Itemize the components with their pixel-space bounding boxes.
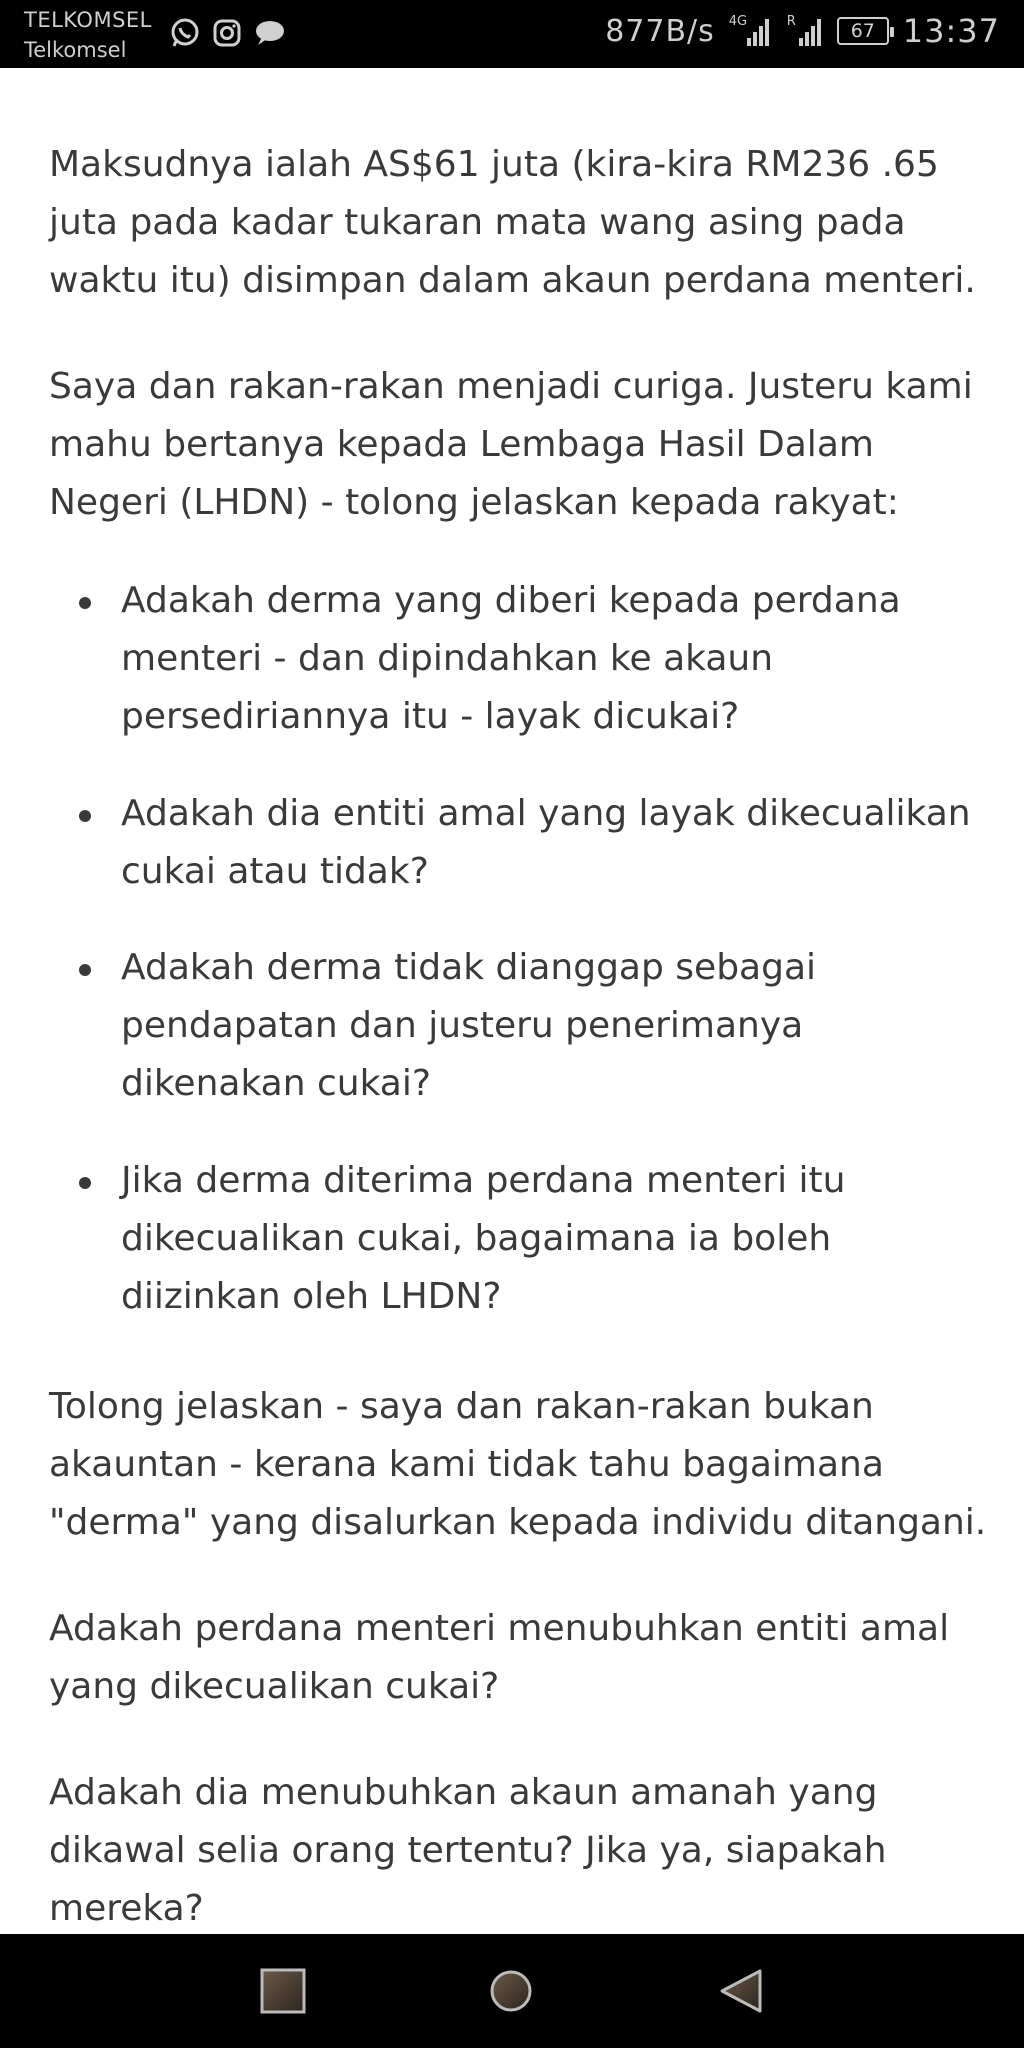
recents-square-icon [259,1967,307,2015]
carrier-name: TELKOMSEL [24,8,152,32]
paragraph: Adakah perdana menteri menubuhkan entiti amal yang dikecualikan cukai? [49,1608,950,1707]
status-right [605,12,1000,50]
bullet-dot [79,810,91,822]
paragraph: Saya dan rakan-rakan menjadi curiga. Justeru kami mahu bertanya kepada Lembaga Hasil Dalam Negeri (LHDN) - tolong jelaskan kepada rakyat: [49,366,973,523]
network-signal-icon [729,14,773,48]
list-item: Adakah dia entiti amal yang layak dikecualikan cukai atau tidak? [121,793,971,892]
back-triangle-icon [716,1966,766,2016]
clock: 13:37 [902,12,1000,50]
paragraph: Adakah dia menubuhkan akaun amanah yang dikawal selia orang tertentu? Jika ya, siapakah mereka? [49,1772,887,1929]
status-bar [0,0,1024,68]
paragraph: Maksudnya ialah AS$61 juta (kira-kira RM236 .65 juta pada kadar tukaran mata wang asing pada waktu itu) disimpan dalam akaun perdana menteri. [49,144,976,301]
net-speed: 877B/s [605,13,715,49]
message-icon [252,16,286,50]
list-item: Adakah derma yang diberi kepada perdana menteri - dan dipindahkan ke akaun persediriannya itu - layak dicukai? [121,580,901,737]
back-button[interactable] [714,1964,768,2018]
carrier-subname: Telkomsel [24,38,127,62]
roaming-signal-icon [787,14,823,48]
article-content[interactable] [0,68,1024,1934]
instagram-icon [210,16,244,50]
navigation-bar [0,1934,1024,2048]
roaming-indicator: R [786,14,796,29]
battery-icon [837,17,889,45]
bullet-dot [79,964,91,976]
battery-level: 67 [850,20,875,42]
recents-button[interactable] [256,1964,310,2018]
list-item: Jika derma diterima perdana menteri itu dikecualikan cukai, bagaimana ia boleh diizinkan oleh LHDN? [121,1160,846,1317]
paragraph: Tolong jelaskan - saya dan rakan-rakan bukan akauntan - kerana kami tidak tahu bagaimana "derma" yang disalurkan kepada individu ditangani. [49,1386,987,1543]
bullet-dot [79,1177,91,1189]
list-item: Adakah derma tidak dianggap sebagai pendapatan dan justeru penerimanya dikenakan cukai? [121,947,817,1104]
whatsapp-icon [168,16,202,50]
notification-icons [168,16,286,50]
home-circle-icon [487,1967,535,2015]
bullet-dot [79,597,91,609]
home-button[interactable] [484,1964,538,2018]
network-type-label: 4G [728,14,748,29]
